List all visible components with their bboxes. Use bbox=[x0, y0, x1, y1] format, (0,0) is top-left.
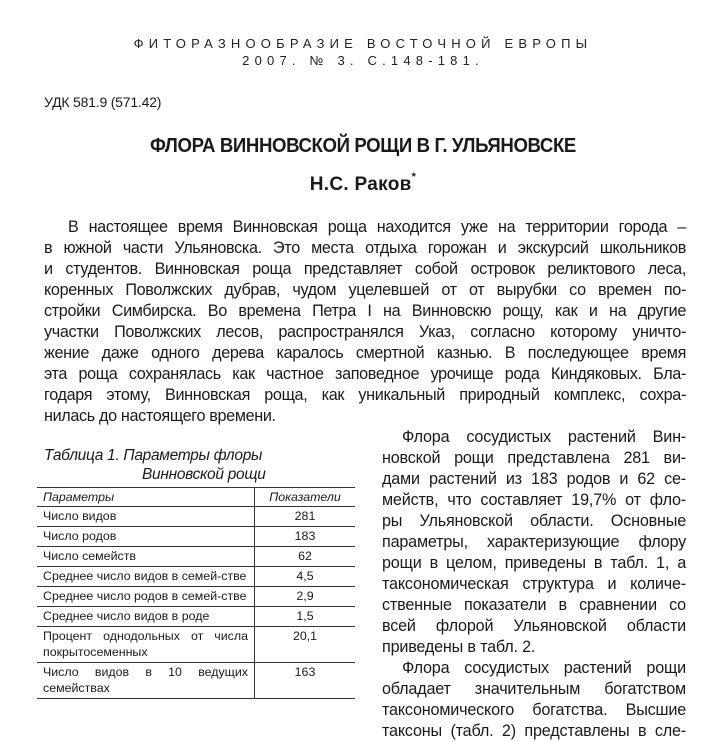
author bbox=[0, 171, 726, 196]
param-cell: Среднее число видов в роде bbox=[37, 607, 255, 627]
table-row bbox=[37, 547, 355, 567]
paper-title: ФЛОРА ВИННОВСКОЙ РОЩИ В Г. УЛЬЯНОВСКЕ bbox=[150, 135, 576, 157]
column-line: приведены в табл. 2. bbox=[382, 638, 536, 656]
table-row bbox=[37, 627, 355, 663]
column-header-values: Показатели bbox=[255, 488, 356, 507]
column-line: рощи в целом, приведены в табл. 1, а bbox=[382, 554, 686, 572]
column-line: обладает значительным богатством bbox=[382, 680, 686, 698]
column-line: мейств, что составляет 19,7% от фло- bbox=[382, 491, 686, 509]
column-line: таксономического богатства. Высшие bbox=[382, 701, 686, 719]
column-line: параметры, характеризующие флору bbox=[382, 533, 686, 551]
table-row bbox=[37, 567, 355, 587]
param-cell: Среднее число видов в семей-стве bbox=[37, 567, 255, 587]
value-cell: 62 bbox=[255, 547, 356, 567]
value-cell: 281 bbox=[255, 507, 356, 527]
param-cell: Среднее число родов в семей-стве bbox=[37, 587, 255, 607]
author-footnote-mark: * bbox=[411, 171, 417, 183]
param-cell: Число семейств bbox=[37, 547, 255, 567]
paragraph-line: эта роща сохранялась как частное заповедное урочище рода Киндяковых. Бла- bbox=[44, 365, 686, 383]
column-line: ственные показатели в сравнении со bbox=[382, 596, 686, 614]
column-line: ры Ульяновской области. Основные bbox=[382, 512, 686, 530]
paragraph-line: годаря этому, Винновская роща, как уникальный природный комплекс, сохра- bbox=[44, 386, 686, 404]
column-line: всей флорой Ульяновской области bbox=[382, 617, 686, 635]
table-row bbox=[37, 507, 355, 527]
value-cell: 163 bbox=[255, 663, 356, 699]
value-cell: 183 bbox=[255, 527, 356, 547]
journal-title: ФИТОРАЗНООБРАЗИЕ ВОСТОЧНОЙ ЕВРОПЫ bbox=[133, 36, 593, 51]
paragraph-line: стройки Симбирска. Во времена Петра I на Винновскю рощу, как и на другие bbox=[44, 302, 686, 320]
column-line: дами растений из 183 родов и 62 се- bbox=[382, 470, 686, 488]
paragraph-line: В настоящее время Винновская роща находится уже на территории города – bbox=[68, 218, 686, 236]
table-caption bbox=[44, 446, 266, 484]
table-row bbox=[37, 527, 355, 547]
udk-code: УДК 581.9 (571.42) bbox=[44, 94, 162, 110]
value-cell: 4,5 bbox=[255, 567, 356, 587]
param-cell: Число видов в 10 ведущих семействах bbox=[37, 663, 255, 699]
value-cell: 1,5 bbox=[255, 607, 356, 627]
paragraph-line: коренных Поволжских дубрав, чудом уцелевшей от от вырубки со времен по- bbox=[44, 281, 686, 299]
paragraph-line: нилась до настоящего времени. bbox=[44, 407, 276, 425]
param-cell: Число видов bbox=[37, 507, 255, 527]
column-line: Флора сосудистых растений рощи bbox=[402, 659, 686, 677]
column-line: новской рощи представлена 281 ви- bbox=[382, 449, 686, 467]
table-row bbox=[37, 587, 355, 607]
paragraph-line: и студентов. Винновская роща представляет собой островок реликтового леса, bbox=[44, 260, 686, 278]
table-caption-line: Винновской рощи bbox=[142, 466, 266, 483]
column-line: Флора сосудистых растений Вин- bbox=[402, 428, 686, 446]
author-name: Н.С. Раков bbox=[309, 174, 412, 195]
param-cell: Число родов bbox=[37, 527, 255, 547]
paragraph-line: жение даже одного дерева каралось смертной казнью. В последующее время bbox=[44, 344, 686, 362]
param-cell: Процент однодольных от числа покрытосеменных bbox=[37, 627, 255, 663]
table-header-row bbox=[37, 488, 355, 507]
paragraph-line: в южной части Ульяновска. Это места отдыха горожан и экскурсий школьников bbox=[44, 239, 686, 257]
value-cell: 20,1 bbox=[255, 627, 356, 663]
column-header-parameters: Параметры bbox=[37, 488, 255, 507]
paragraph-line: участки Поволжских лесов, распространялся Указ, согласно которому уничто- bbox=[44, 323, 686, 341]
column-line: таксоны (табл. 2) представлены в сле- bbox=[382, 722, 686, 740]
table-row bbox=[37, 663, 355, 699]
journal-issue: 2007. № 3. С.148-181. bbox=[242, 53, 484, 68]
table-caption-line: Таблица 1. Параметры флоры bbox=[44, 447, 263, 464]
value-cell: 2,9 bbox=[255, 587, 356, 607]
column-line: таксономическая структура и количе- bbox=[382, 575, 686, 593]
table-row bbox=[37, 607, 355, 627]
flora-parameters-table bbox=[37, 487, 355, 699]
